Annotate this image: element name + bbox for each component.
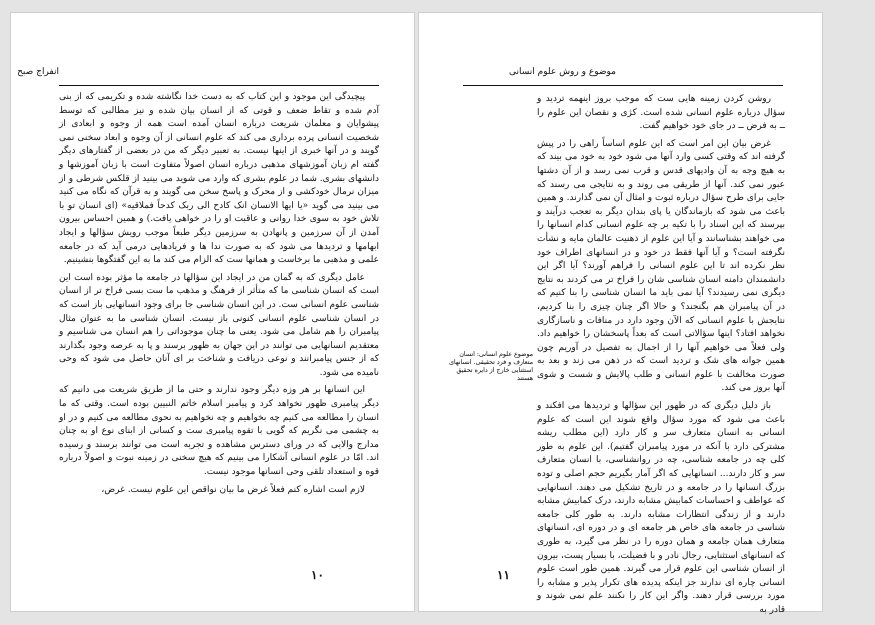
margin-note: موضوع علوم انسانی: انسان متعارف و فرد تحقیقی. انسانهای استثنایی خارج از دایره تحقیق هستند — [448, 351, 533, 382]
page-number: ۱۰ — [311, 568, 324, 582]
page-body — [537, 93, 785, 615]
running-head: موضوع و روش علوم انسانی — [509, 67, 616, 77]
paragraph: این انسانها بر هر وزه دیگر وجود ندارند و حتی ما از طریق شریعت می دانیم که دیگر پیامبری ظهور نخواهد کرد و پیامبر اسلام خاتم النبیین بوده است. وقتی که ما انسان را مطالعه می کنیم چه بخواهیم و چه نخواهیم به نحوی مطالعه می کنیم و در او به چشمی می نگریم که گویی با تقوه پیامبری ست و کسانی از ابنای نوع او به چنان مدارج والایی که در ورای دسترس مشاهده و تجربه است می توانند برسند و رسیده اند. امّا در علوم انسانی آشکارا می بینیم که هیچ سخنی در زمینه نبوت و اصولاً درباره قوه و استعداد تلقی وحی انسانها موجود نیست. — [59, 385, 379, 478]
running-head: انفراج صبح — [17, 67, 59, 77]
left-page — [10, 12, 415, 612]
right-page — [418, 12, 823, 615]
paragraph: لازم است اشاره کنم فعلاً غرض ما بیان نواقص این علوم نیست. غرض، — [101, 484, 365, 495]
paragraph: غرض بیان این امر است که این علوم اساساً راهی را در پیش گرفته اند که وقتی کسی وارد آنها می شود خود به خود می بیند که به هیچ وجه به آن وادیهای قدس و قرب نمی رسد و از آن دشتها عبور نمی کند. آنها از طریقی می روند و به نتایجی می رسند که جایی برای طرح سؤال درباره ثبوت و امثال آن نمی گذارند. و همین باعث می شود که بازماندگان یا پای بندان دیگر به تعجب درآیند و بپرسند که این اسناد را با تکیه بر چه علوم انسانی کدام انسانها را می خواهند بشناسانند و آیا این علوم از ذهنیت عالمان مایه و نشأت نگرفته است؟ و آیا آنها فقط در خود و در انسانهای اطراف خود نظر نکرده اند تا این علوم انسانی را فراهم آورند؟ آیا اگر این دانشمندان دامنه انسان شناسی شان را فراخ تر می کردند به نتایج دیگری نمی رسیدند؟ آیا نمی باید ما انسان شناسی را بنا کنیم که در آن پیامبران هم بگنجند؟ و حالا اگر چنان چیزی را بنا کردیم، نتایجش با علوم انسانی که الآن وجود دارد در منافات و ناسازگاری نخواهد افتاد؟ اینها سؤالاتی است که بعداً پاسخشان را خواهیم داد. ولی فعلاً می خواهیم آنها را از اجمال به تفصیل در آوریم چون همین جوانه های شک و تردید است که در ذهن می زند و بعد به صورت مخالفت با علوم انسانی و طلب پالایش و شست و شوی آنها بروز می کند. — [537, 138, 785, 394]
header-rule — [59, 85, 379, 86]
header-rule — [463, 85, 783, 86]
paragraph: باز دلیل دیگری که در ظهور این سؤالها و تردیدها می افکند و باعث می شود که مورد سؤال واقع شوند این است که علوم انسانی به انسان متعارف سر و کار دارد (این مطلب ریشه مشترکی دارد با آنکه در مورد پیامبران گفتیم). این علوم به طور کلی چه در جامعه شناسی، چه در روانشناسی، با انسان متعارف سر و کار دارند... انسانهایی که اگر آمار بگیریم حجم اصلی و توده بزرگ انسانها را در جامعه و در تاریخ تشکیل می دهند. انسانهایی که عواطف و احساسات کمابیش مشابه دارند، درک کمابیش مشابه دارند و از زندگی انتظارات مشابه دارند. به طور کلی جامعه شناسی در جامعه های خاص هر جامعه ای و در دوره ای، انسانهای متعارف همان جامعه و همان دوره را در نظر می گیرد، به طوری که انسانهای استثنایی، رجال نادر و با فضیلت، با بسیار پست، بیرون از انسان شناسی این علوم قرار می گیرند. همین طور است علوم انسانی چاره ای ندارند جز اینکه پدیده های تکرار پذیر و مشابه را مورد بررسی قرار دهند. واگر این کار را نکنند علم نمی شوند و قادر به — [537, 401, 785, 615]
paragraph: پیچیدگی این موجود و این کتاب که به دست خدا نگاشته شده و تکریمی که از بنی آدم شده و تقاط ضعف و قوتی که از انسان بیان شده و نیز مطالبی که توسط پیشوایان و معلمان شریعت درباره انسان آمده است همه از وجوه و ابعادی از شخصیت انسانی پرده برداری می کند که علوم انسانی از آن وجوه و ابعاد سخنی نمی گویند و در آنها خبری از اینها نیست. به تعبیر دیگر که من در بعضی از گفتارهای دیگر گفته ام زبان آموزشهای مذهبی درباره انسان اصولاً متفاوت است با زبان آموزشها و دانشهای بشری. شما در علوم بشری که وارد می شوید می بینید از قلکس شرطی و از میزان نرمال خودکشی و از محرک و پاسخ سخن می گویند و به قرآن که نگاه می کنید می بینید می گوید «یا ایها الانسان انک کادح الی ربک کدحاً فملاقیه» (ای انسان تو با تلاش خود به سوی خدا روانی و عاقبت او را در خواهی یافت.) و همین احساس بیرون آمدن از آن سرزمین و پانهادن به سرزمین دیگر طبعاً موجب رویش سؤالها و ایجاد ابهامها و تردیدها می شود که به صورت ندا ها و فریادهایی درمی آید که در جامعه علمی و مذهبی ما برخاست و همانها ست که الزام می کند ما به این گفتگوها بنشینیم. — [59, 92, 379, 266]
paragraph: روشن کردن زمینه هایی ست که موجب بروز اینهمه تردید و سؤال درباره علوم انسانی شده است. کژی و نقصان این علوم را ــ به فرض ــ در جای خود خواهیم گفت. — [537, 94, 785, 132]
page-body — [59, 91, 379, 541]
page-number: ۱۱ — [497, 568, 510, 582]
paragraph: عامل دیگری که به گمان من در ایجاد این سؤالها در جامعه ما مؤثر بوده است این است که انسان شناسی ما که متأثر از فرهنگ و مذهب ما ست بسی فراخ تر از انسان شناسی علوم انسانی ست. در این انسان شناسی جا برای وجود انسانهایی باز است که در انسان شناسی علوم انسانی کنونی باز نیست. انسان شناسی ما به عنوان مثال پیامبران را هم شامل می شود. یعنی ما چنان موجوداتی را هم انسان می شناسیم و معتقدیم انسانهایی می توانند در این جهان به ظهور برسند و پا به عرصه وجود بگذارند که از جنس پیامبرانند و نوعی دریافت و شناخت بر ای آنان حاصل می شود که وحی نامیده می شود. — [59, 272, 379, 378]
